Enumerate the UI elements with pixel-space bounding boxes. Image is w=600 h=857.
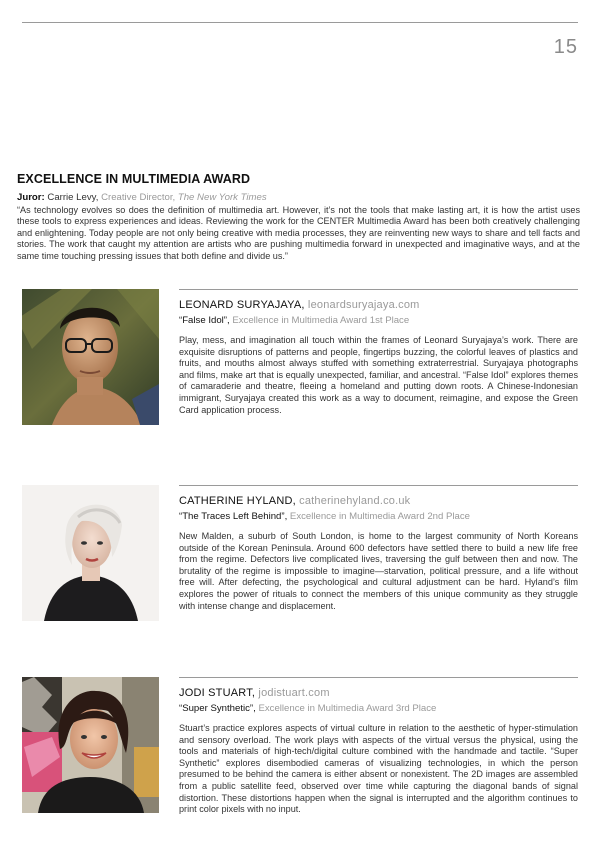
award-place: Excellence in Multimedia Award 1st Place [232, 315, 410, 326]
winner-1-info [179, 289, 578, 416]
juror-role: Creative Director, [101, 192, 176, 203]
winner-2-info [179, 485, 578, 612]
winner-name-line [179, 687, 578, 699]
winner-name: LEONARD SURYAJAYA, [179, 299, 305, 311]
winner-website-link[interactable]: leonardsuryajaya.com [307, 299, 420, 311]
divider [179, 289, 578, 290]
juror-line [17, 192, 580, 203]
award-section [17, 172, 580, 262]
work-title: “The Traces Left Behind”, [179, 511, 288, 522]
winner-name-line [179, 299, 578, 311]
work-title: “False Idol”, [179, 315, 230, 326]
top-rule [22, 22, 578, 23]
divider [179, 677, 578, 678]
portrait-catherine-hyland [22, 485, 159, 621]
juror-org: The New York Times [177, 192, 267, 203]
winner-website-link[interactable]: catherinehyland.co.uk [299, 495, 411, 507]
winner-description: New Malden, a suburb of South London, is home to the largest community of North Koreans outside of the Korean Peninsula. Around 600 defectors have settled there to build a new life free from the regime. Defectors live complicated lives, traversing the gulf between then and now. The brutality of the regime is impossible to imagine—starvation, political pressure, and a life without free will. After defecting, the psychological and cultural adjustment can be hard. Hyland’s film explores the power of rituals to connect the members of this unique community as they struggle with intense change and displacement. [179, 531, 578, 611]
work-line [179, 315, 578, 326]
winner-name: CATHERINE HYLAND, [179, 495, 296, 507]
juror-name: Carrie Levy, [47, 192, 99, 203]
winner-3-info [179, 677, 578, 816]
award-title: EXCELLENCE IN MULTIMEDIA AWARD [17, 172, 251, 186]
juror-statement: “As technology evolves so does the definition of multimedia art. However, it’s not the tools that make lasting art, it is how the artist uses these tools to express experiences and ideas. Reviewing the work for the CENTER Multimedia Award has been both creatively challenging and enlightening. Today people are not only being creative with media processes, they are reinventing new ways to share and tell facts and stories. The work that caught my attention are artists who are pushing multimedia forward in unexpected and imaginative ways, and at the same time touching pressing issues that both define and divide us.” [17, 205, 580, 261]
juror-label: Juror: [17, 192, 45, 203]
winner-name-line [179, 495, 578, 507]
portrait-jodi-stuart [22, 677, 159, 813]
winner-description: Play, mess, and imagination all touch within the frames of Leonard Suryajaya’s work. There are exquisite disruptions of patterns and people, fingertips buzzing, the colorful leaves of plastics and fruits, and mouths almost always stuffed with something extraterrestrial. Suryajaya photographs and films, make art that is equally unexpected, familiar, and ancestral. “False Idol” explores themes of camaraderie and theatre, fleeing a homeland and putting down roots. A Chinese-Indonesian immigrant, Suryajaya created this work as a way to document, reimagine, and expose the Green Card application process. [179, 335, 578, 415]
work-line [179, 703, 578, 714]
page-number: 15 [553, 36, 578, 58]
portrait-leonard-suryajaya [22, 289, 159, 425]
divider [179, 485, 578, 486]
award-place: Excellence in Multimedia Award 2nd Place [289, 511, 470, 522]
award-place: Excellence in Multimedia Award 3rd Place [258, 703, 437, 714]
winner-description: Stuart’s practice explores aspects of virtual culture in relation to the aesthetic of hyper-stimulation and sensory overload. The work plays with aspects of the virtual versus the physical, using the tools and materials of high-tech/digital culture combined with the handmade and tactile. “Super Synthetic” explores disembodied cameras of visualizing technologies, in which the person presumed to be behind the camera is either absent or nonexistent. The 2D images are assembled from a public satellite feed, observed over time while capturing the diagonal bands of signal distortion. These distortions happen when the signal is interrupted and the algorithm continues to print color pixels with no input. [179, 723, 578, 815]
work-line [179, 511, 578, 522]
work-title: “Super Synthetic”, [179, 703, 256, 714]
winner-website-link[interactable]: jodistuart.com [258, 687, 330, 699]
winner-name: JODI STUART, [179, 687, 256, 699]
